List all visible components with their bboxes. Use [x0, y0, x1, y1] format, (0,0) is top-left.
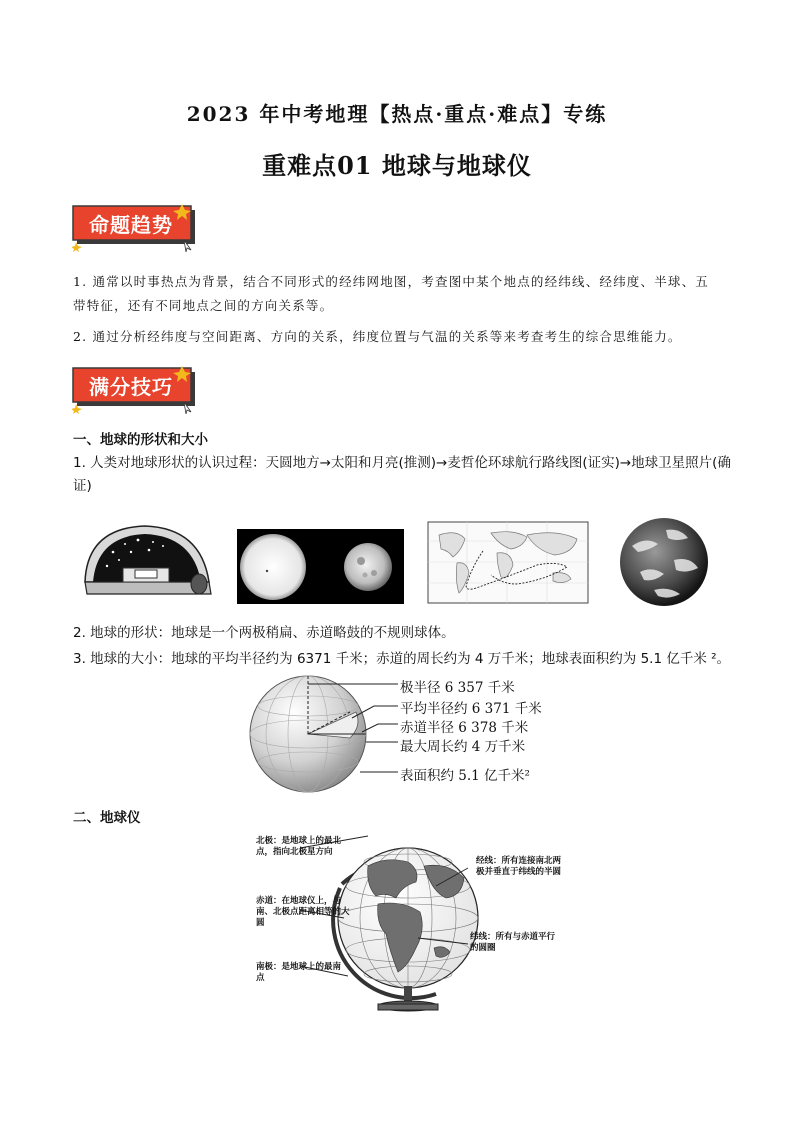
north-pole-label: 北极：是地球上的最北点，指向北极星方向	[256, 836, 342, 857]
sphere-leader-lines	[300, 672, 410, 796]
skills-badge-label: 满分技巧	[89, 375, 173, 399]
section1-item-2: 2. 地球的形状：地球是一个两极稍扁、赤道略鼓的不规则球体。	[73, 625, 455, 641]
surface-area-label: 表面积约 5.1 亿千米²	[400, 768, 530, 784]
equator-label: 赤道：在地球仪上，与南、北极点距离相等的大圆	[256, 896, 350, 928]
trend-item-2: 2. 通过分析经纬度与空间距离、方向的关系，纬度位置与气温的关系等来考查考生的综合思维能力。	[73, 329, 682, 344]
polar-radius-label: 极半径 6 357 千米	[400, 680, 515, 696]
magellan-route-map	[427, 521, 589, 604]
meridian-label: 经线：所有连接南北两极并垂直于纬线的半圆	[476, 856, 562, 877]
skills-badge	[72, 366, 200, 410]
trend-badge-label: 命题趋势	[89, 213, 173, 237]
round-sky-square-earth-illustration	[83, 522, 213, 604]
section2-heading: 二、地球仪	[73, 810, 141, 826]
mean-radius-label: 平均半径约 6 371 千米	[400, 701, 542, 717]
section1-heading: 一、地球的形状和大小	[73, 432, 208, 448]
south-pole-label: 南极：是地球上的最南点	[256, 962, 342, 983]
trend-badge	[72, 204, 200, 248]
circumference-label: 最大周长约 4 万千米	[400, 739, 526, 755]
section1-item-1: 1. 人类对地球形状的认识过程：天圆地方→太阳和月亮(推测)→麦哲伦环球航行路线图(证实)→地球卫星照片(确证)	[73, 455, 731, 494]
page-title: 2023 年中考地理【热点·重点·难点】专练	[186, 102, 608, 126]
page-subtitle: 重难点01 地球与地球仪	[262, 151, 532, 180]
trend-item-1: 1. 通常以时事热点为背景，结合不同形式的经纬网地图，考查图中某个地点的经纬线、经纬度、半球、五带特征，还有不同地点之间的方向关系等。	[73, 274, 710, 313]
sun-moon-photo	[237, 529, 404, 604]
earth-satellite-photo	[618, 516, 710, 608]
section1-item-3: 3. 地球的大小：地球的平均半径约为 6371 千米；赤道的周长约为 4 万千米；地球表面积约为 5.1 亿千米 ²。	[73, 651, 731, 667]
equatorial-radius-label: 赤道半径 6 378 千米	[400, 720, 529, 736]
parallel-label: 纬线：所有与赤道平行的圆圈	[470, 932, 556, 953]
sun-moon-icon	[237, 529, 404, 604]
